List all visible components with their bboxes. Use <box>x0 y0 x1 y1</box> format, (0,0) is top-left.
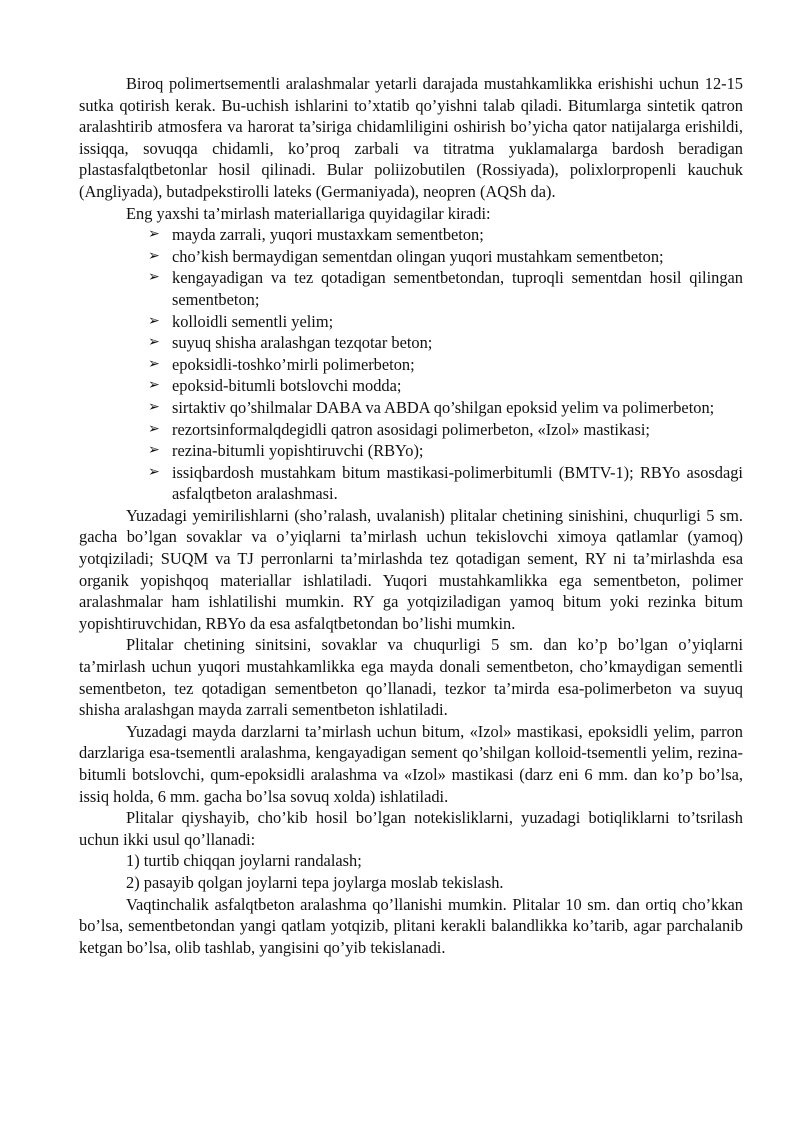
list-item <box>79 354 743 376</box>
arrow-bullet-icon: ➢ <box>148 398 160 415</box>
paragraph-3: Yuzadagi yemirilishlarni (sho’ralash, uvalanish) plitalar chetining sinishini, chuqurligi 5 sm. gacha bo’lgan sovaklar va o’yiqlarni ta’mirlash uchun tekislovchi ximoya qatlamlar (yamoq) yotqiziladi; SUQM va TJ perronlarni ta’mirlashda tez qotadigan sement, RY ni ta’mirlashda esa organik yopishqoq materiallar ishlatiladi. Yuqori mustahkamlikka ega sementbeton, polimer aralashmalar ham ishlatilishi mumkin. RY ga yotqiziladigan yamoq bitum yoki rezinka bitum yopishtiruvchidan, RBYo da esa asfalqtbetondan bo’lishi mumkin. <box>79 505 743 633</box>
paragraph-4: Plitalar chetining sinitsini, sovaklar va chuqurligi 5 sm. dan ko’p bo’lgan o’yiqlarni ta’mirlash uchun yuqori mustahkamlikka ega mayda donali sementbeton, cho’kmaydigan sementli sementbeton, tez qotadigan sementbeton qo’llanadi, tezkor ta’mirda esa-polimerbeton va suyuq shisha aralashgan mayda zarrali sementbeton ishlatiladi. <box>79 635 743 720</box>
list-item <box>79 375 743 397</box>
arrow-bullet-icon: ➢ <box>148 247 160 264</box>
list-item-text: sirtaktiv qo’shilmalar DABA va ABDA qo’shilgan epoksid yelim va polimerbeton; <box>172 397 715 417</box>
list-item-text: rezina-bitumli yopishtiruvchi (RBYo); <box>172 441 424 461</box>
paragraph-2: Eng yaxshi ta’mirlash materiallariga quyidagilar kiradi: <box>126 203 491 223</box>
arrow-bullet-icon: ➢ <box>148 269 160 286</box>
list-item-text: mayda zarrali, yuqori mustaxkam sementbeton; <box>172 225 484 245</box>
paragraph-7: Vaqtinchalik asfalqtbeton aralashma qo’llanishi mumkin. Plitalar 10 sm. dan ortiq cho’kkan bo’lsa, sementbetondan yangi qatlam yotqizib, plitani kerakli balandlikka ko’tarib, agar parchalanib ketgan bo’lsa, olib tashlab, yangisini qo’yib tekislanadi. <box>79 894 743 957</box>
arrow-bullet-icon: ➢ <box>148 420 160 437</box>
materials-list <box>79 224 743 505</box>
paragraph-5: Yuzadagi mayda darzlarni ta’mirlash uchun bitum, «Izol» mastikasi, epoksidli yelim, parron darzlariga esa-tsementli aralashma, kengayadigan sement qo’shilgan kolloid-tsementli yelim, rezina-bitumli botslovchi, qum-epoksidli aralashma va «Izol» mastikasi (darz eni 6 mm. dan ko’p bo’lsa, issiq holda, 6 mm. gacha bo’lsa sovuq xolda) ishlatiladi. <box>79 721 743 806</box>
arrow-bullet-icon: ➢ <box>148 334 160 351</box>
list-item <box>79 332 743 354</box>
list-item <box>79 397 743 419</box>
list-item <box>79 246 743 268</box>
paragraph-6: Plitalar qiyshayib, cho’kib hosil bo’lgan notekisliklarni, yuzadagi botiqliklarni to’tsrilash uchun ikki usul qo’llanadi: <box>79 808 743 849</box>
list-item <box>79 462 743 505</box>
arrow-bullet-icon: ➢ <box>148 442 160 459</box>
list-item-text: suyuq shisha aralashgan tezqotar beton; <box>172 333 433 353</box>
arrow-bullet-icon: ➢ <box>148 355 160 372</box>
list-item <box>79 419 743 441</box>
list-item-text: rezortsinformalqdegidli qatron asosidagi polimerbeton, «Izol» mastikasi; <box>172 419 650 439</box>
list-item <box>79 267 743 310</box>
list-item-text: kolloidli sementli yelim; <box>172 311 334 331</box>
list-item-text: issiqbardosh mustahkam bitum mastikasi-polimerbitumli (BMTV-1); RBYo asosdagi asfalqtbeton aralashmasi. <box>172 462 743 504</box>
list-item <box>79 224 743 246</box>
list-item-text: kengayadigan va tez qotadigan sementbetondan, tuproqli sementdan hosil qilingan sementbeton; <box>172 268 743 309</box>
list-item <box>79 440 743 462</box>
arrow-bullet-icon: ➢ <box>148 377 160 394</box>
arrow-bullet-icon: ➢ <box>148 226 160 243</box>
document-page <box>79 73 743 958</box>
list-item-text: epoksid-bitumli botslovchi modda; <box>172 376 402 396</box>
list-item-text: cho’kish bermaydigan sementdan olingan yuqori mustahkam sementbeton; <box>172 246 664 266</box>
arrow-bullet-icon: ➢ <box>148 312 160 329</box>
list-item-text: epoksidli-toshko’mirli polimerbeton; <box>172 354 415 374</box>
numbered-item-1: 1) turtib chiqqan joylarni randalash; <box>126 851 362 871</box>
arrow-bullet-icon: ➢ <box>148 463 160 480</box>
numbered-item-2: 2) pasayib qolgan joylarni tepa joylarga moslab tekislash. <box>126 872 504 892</box>
list-item <box>79 311 743 333</box>
paragraph-1: Biroq polimertsementli aralashmalar yetarli darajada mustahkamlikka erishishi uchun 12-15 sutka qotirish kerak. Bu-uchish ishlarini to’xtatib qo’yishni talab qiladi. Bitumlarga sintetik qatron aralashtirib atmosfera va harorat ta’siriga chidamliligini oshirish bo’yicha qator natijalarga erishildi, issiqqa, sovuqqa chidamli, ko’proq zarbali va titratma yuklamalarga bardosh beradigan plastasfalqtbetonlar hosil qilinadi. Bular poliizobutilen (Rossiyada), polixlorpropenli kauchuk (Angliyada), butadpekstirolli lateks (Germaniyada), neopren (AQSh da). <box>79 74 743 201</box>
